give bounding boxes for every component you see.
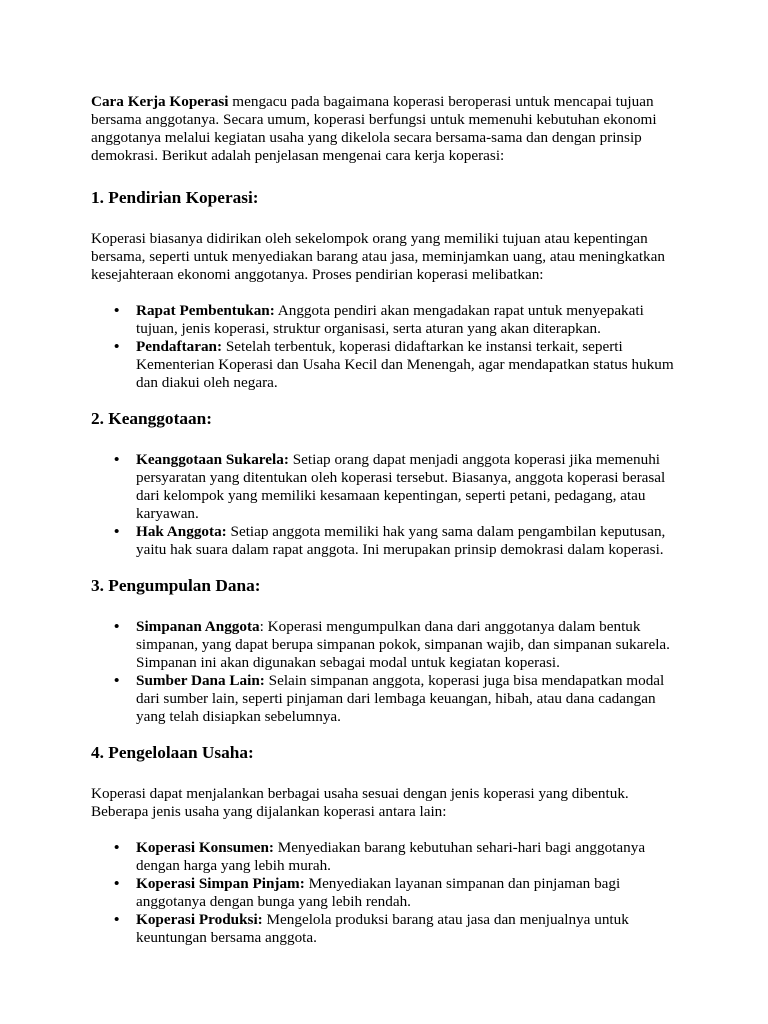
item-term: Rapat Pembentukan:	[136, 302, 275, 319]
list-pengelolaan-usaha	[91, 839, 676, 947]
intro-text: mengacu pada bagaimana koperasi beroperasi untuk mencapai tujuan bersama anggotanya. Secara umum, koperasi berfungsi untuk memenuhi kebutuhan ekonomi anggotanya melalui kegiatan usaha yang dikelola secara bersama-sama dan dengan prinsip demokrasi. Berikut adalah penjelasan mengenai cara kerja koperasi:	[91, 93, 657, 164]
list-item	[136, 338, 676, 392]
item-text: : Koperasi mengumpulkan dana dari anggotanya dalam bentuk simpanan, yang dapat berupa simpanan pokok, simpanan wajib, dan simpanan sukarela. Simpanan ini akan digunakan sebagai modal untuk kegiatan koperasi.	[136, 618, 670, 671]
section-heading-keanggotaan: 2. Keanggotaan:	[91, 409, 212, 428]
item-term: Koperasi Produksi:	[136, 911, 263, 928]
list-item	[136, 672, 676, 726]
item-text: Menyediakan barang kebutuhan sehari-hari bagi anggotanya dengan harga yang lebih murah.	[136, 839, 646, 874]
intro-term: Cara Kerja Koperasi	[91, 93, 229, 110]
item-term: Hak Anggota:	[136, 523, 227, 540]
section-heading-pengelolaan-usaha: 4. Pengelolaan Usaha:	[91, 743, 254, 762]
list-item	[136, 523, 676, 559]
list-item	[136, 839, 676, 875]
item-text: Anggota pendiri akan mengadakan rapat untuk menyepakati tujuan, jenis koperasi, struktur organisasi, serta aturan yang akan diterapkan.	[136, 302, 644, 337]
item-text: Menyediakan layanan simpanan dan pinjaman bagi anggotanya dengan bunga yang lebih rendah.	[136, 875, 621, 910]
item-text: Setelah terbentuk, koperasi didaftarkan ke instansi terkait, seperti Kementerian Koperasi dan Usaha Kecil dan Menengah, agar mendapatkan status hukum dan diakui oleh negara.	[136, 338, 674, 391]
item-term: Koperasi Konsumen:	[136, 839, 274, 856]
list-pendirian	[91, 302, 676, 392]
section-paragraph-pendirian: Koperasi biasanya didirikan oleh sekelompok orang yang memiliki tujuan atau kepentingan bersama, seperti untuk menyediakan barang atau jasa, meminjamkan uang, atau meningkatkan kesejahteraan ekonomi anggotanya. Proses pendirian koperasi melibatkan:	[91, 230, 665, 283]
item-text: Setiap anggota memiliki hak yang sama dalam pengambilan keputusan, yaitu hak suara dalam rapat anggota. Ini merupakan prinsip demokrasi dalam koperasi.	[136, 523, 666, 558]
list-item	[136, 302, 676, 338]
section-paragraph-pengelolaan-usaha: Koperasi dapat menjalankan berbagai usaha sesuai dengan jenis koperasi yang dibentuk. Beberapa jenis usaha yang dijalankan koperasi antara lain:	[91, 785, 629, 820]
list-pengumpulan-dana	[91, 618, 676, 726]
item-term: Sumber Dana Lain:	[136, 672, 265, 689]
list-item	[136, 911, 676, 947]
item-term: Keanggotaan Sukarela:	[136, 451, 289, 468]
list-item	[136, 618, 676, 672]
list-item	[136, 875, 676, 911]
item-term: Koperasi Simpan Pinjam:	[136, 875, 305, 892]
section-heading-pengumpulan-dana: 3. Pengumpulan Dana:	[91, 576, 261, 595]
item-term: Simpanan Anggota	[136, 618, 260, 635]
intro-paragraph	[91, 93, 676, 165]
item-term: Pendaftaran:	[136, 338, 223, 355]
item-text: Selain simpanan anggota, koperasi juga bisa mendapatkan modal dari sumber lain, seperti pinjaman dari lembaga keuangan, hibah, atau dana cadangan yang telah disiapkan sebelumnya.	[136, 672, 665, 725]
item-text: Mengelola produksi barang atau jasa dan menjualnya untuk keuntungan bersama anggota.	[136, 911, 629, 946]
section-heading-pendirian: 1. Pendirian Koperasi:	[91, 188, 259, 207]
list-keanggotaan	[91, 451, 676, 559]
list-item	[136, 451, 676, 523]
item-text: Setiap orang dapat menjadi anggota koperasi jika memenuhi persyaratan yang ditentukan oleh koperasi tersebut. Biasanya, anggota koperasi berasal dari kelompok yang memiliki kesamaan kepentingan, seperti petani, pedagang, atau karyawan.	[136, 451, 666, 522]
